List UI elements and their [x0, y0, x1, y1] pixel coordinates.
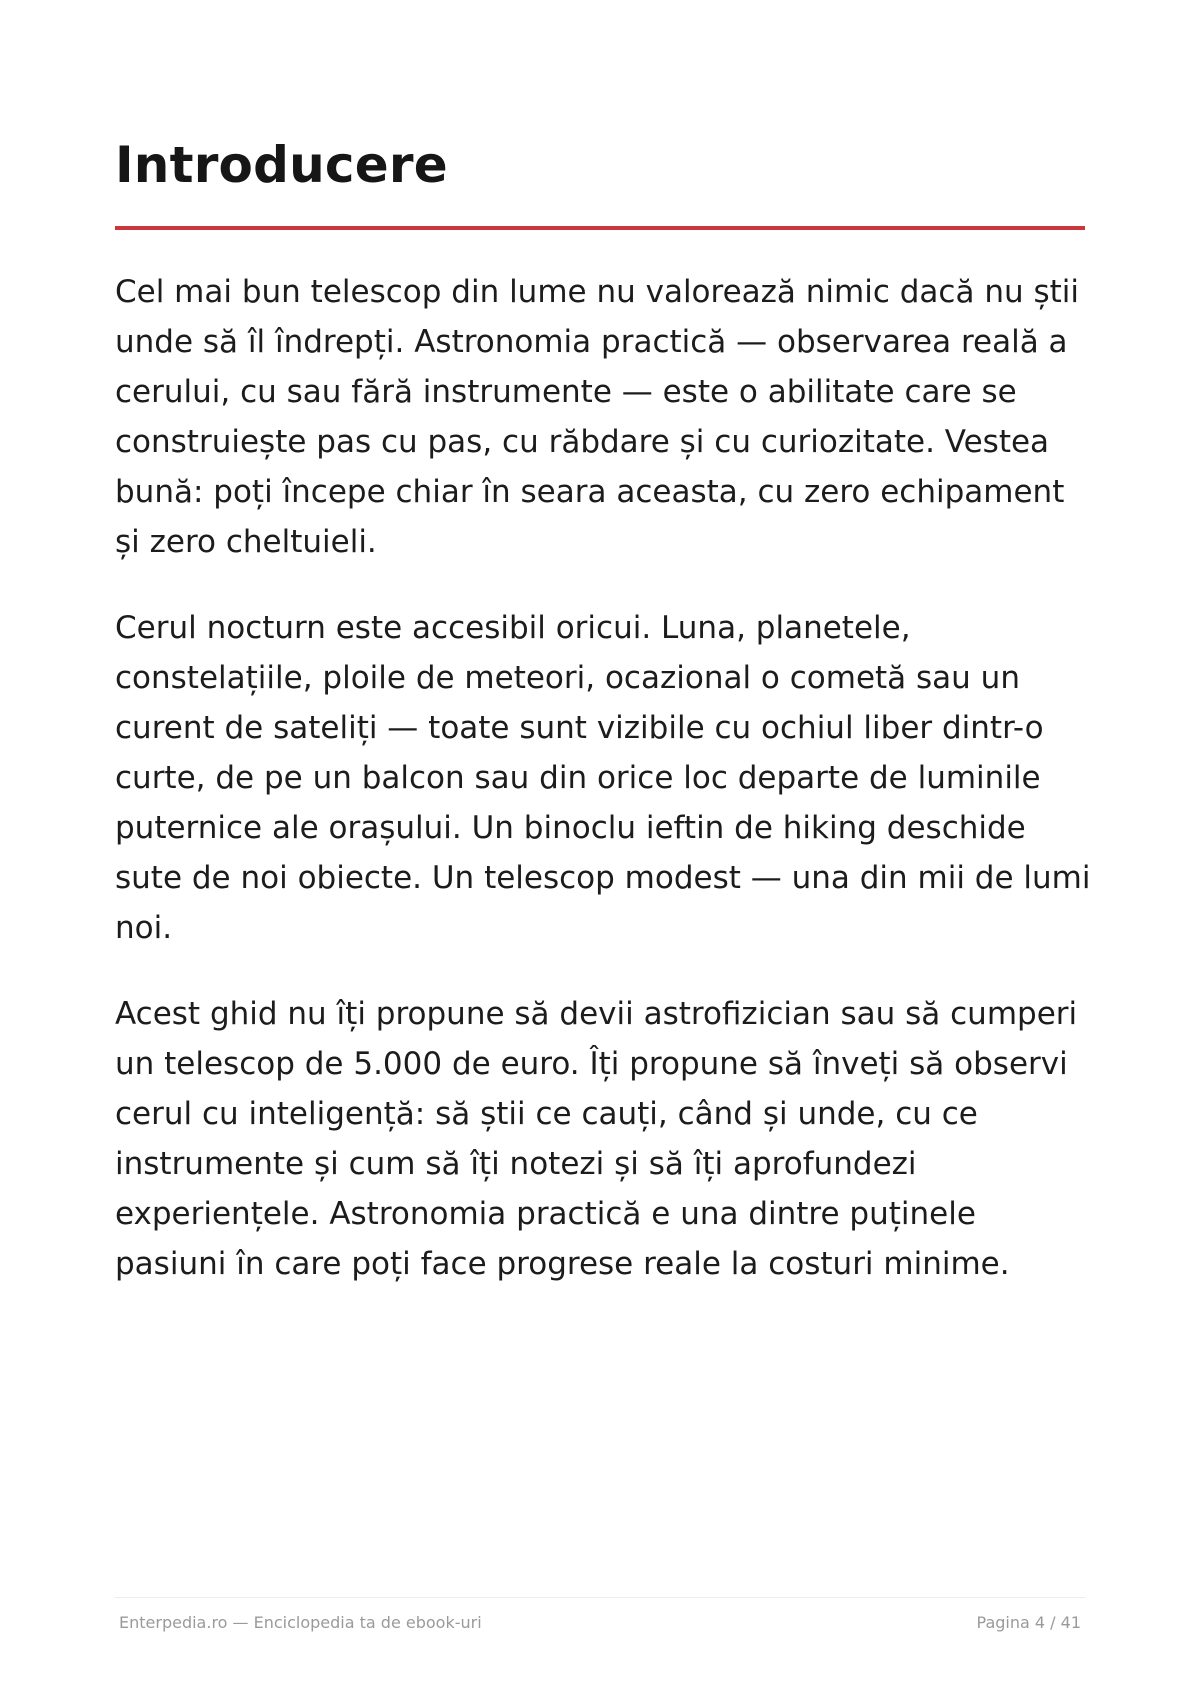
footer-site-label: Enterpedia.ro — Enciclopedia ta de ebook-uri: [119, 1613, 482, 1632]
paragraph: Acest ghid nu îți propune să devii astrofizician sau să cumperi un telescop de 5.000 de euro. Îți propune să înveți să observi cerul cu inteligență: să știi ce cauți, când și unde, cu ce instrumente și cum să îți notezi și să îți aprofundezi experiențele. Astronomia practică e una dintre puținele pasiuni în care poți face progrese reale la costuri minime.: [115, 996, 1078, 1282]
document-page: [115, 0, 1091, 1683]
footer-divider: [115, 1597, 1085, 1598]
title-divider: [115, 226, 1085, 230]
page-title: Introducere: [115, 136, 448, 194]
paragraph: Cerul nocturn este accesibil oricui. Luna, planetele, constelațiile, ploile de meteori, ocazional o cometă sau un curent de sateliți — toate sunt vizibile cu ochiul liber dintr-o curte, de pe un balcon sau din orice loc departe de luminile puternice ale orașului. Un binoclu ieftin de hiking deschide sute de noi obiecte. Un telescop modest — una din mii de lumi noi.: [115, 610, 1091, 946]
paragraph: Cel mai bun telescop din lume nu valorează nimic dacă nu știi unde să îl îndrepți. Astronomia practică — observarea reală a cerului, cu sau fără instrumente — este o abilitate care se construiește pas cu pas, cu răbdare și cu curiozitate. Vestea bună: poți începe chiar în seara aceasta, cu zero echipament și zero cheltuieli.: [115, 274, 1079, 560]
body-text: [115, 267, 1095, 1325]
page-number: Pagina 4 / 41: [976, 1613, 1081, 1632]
